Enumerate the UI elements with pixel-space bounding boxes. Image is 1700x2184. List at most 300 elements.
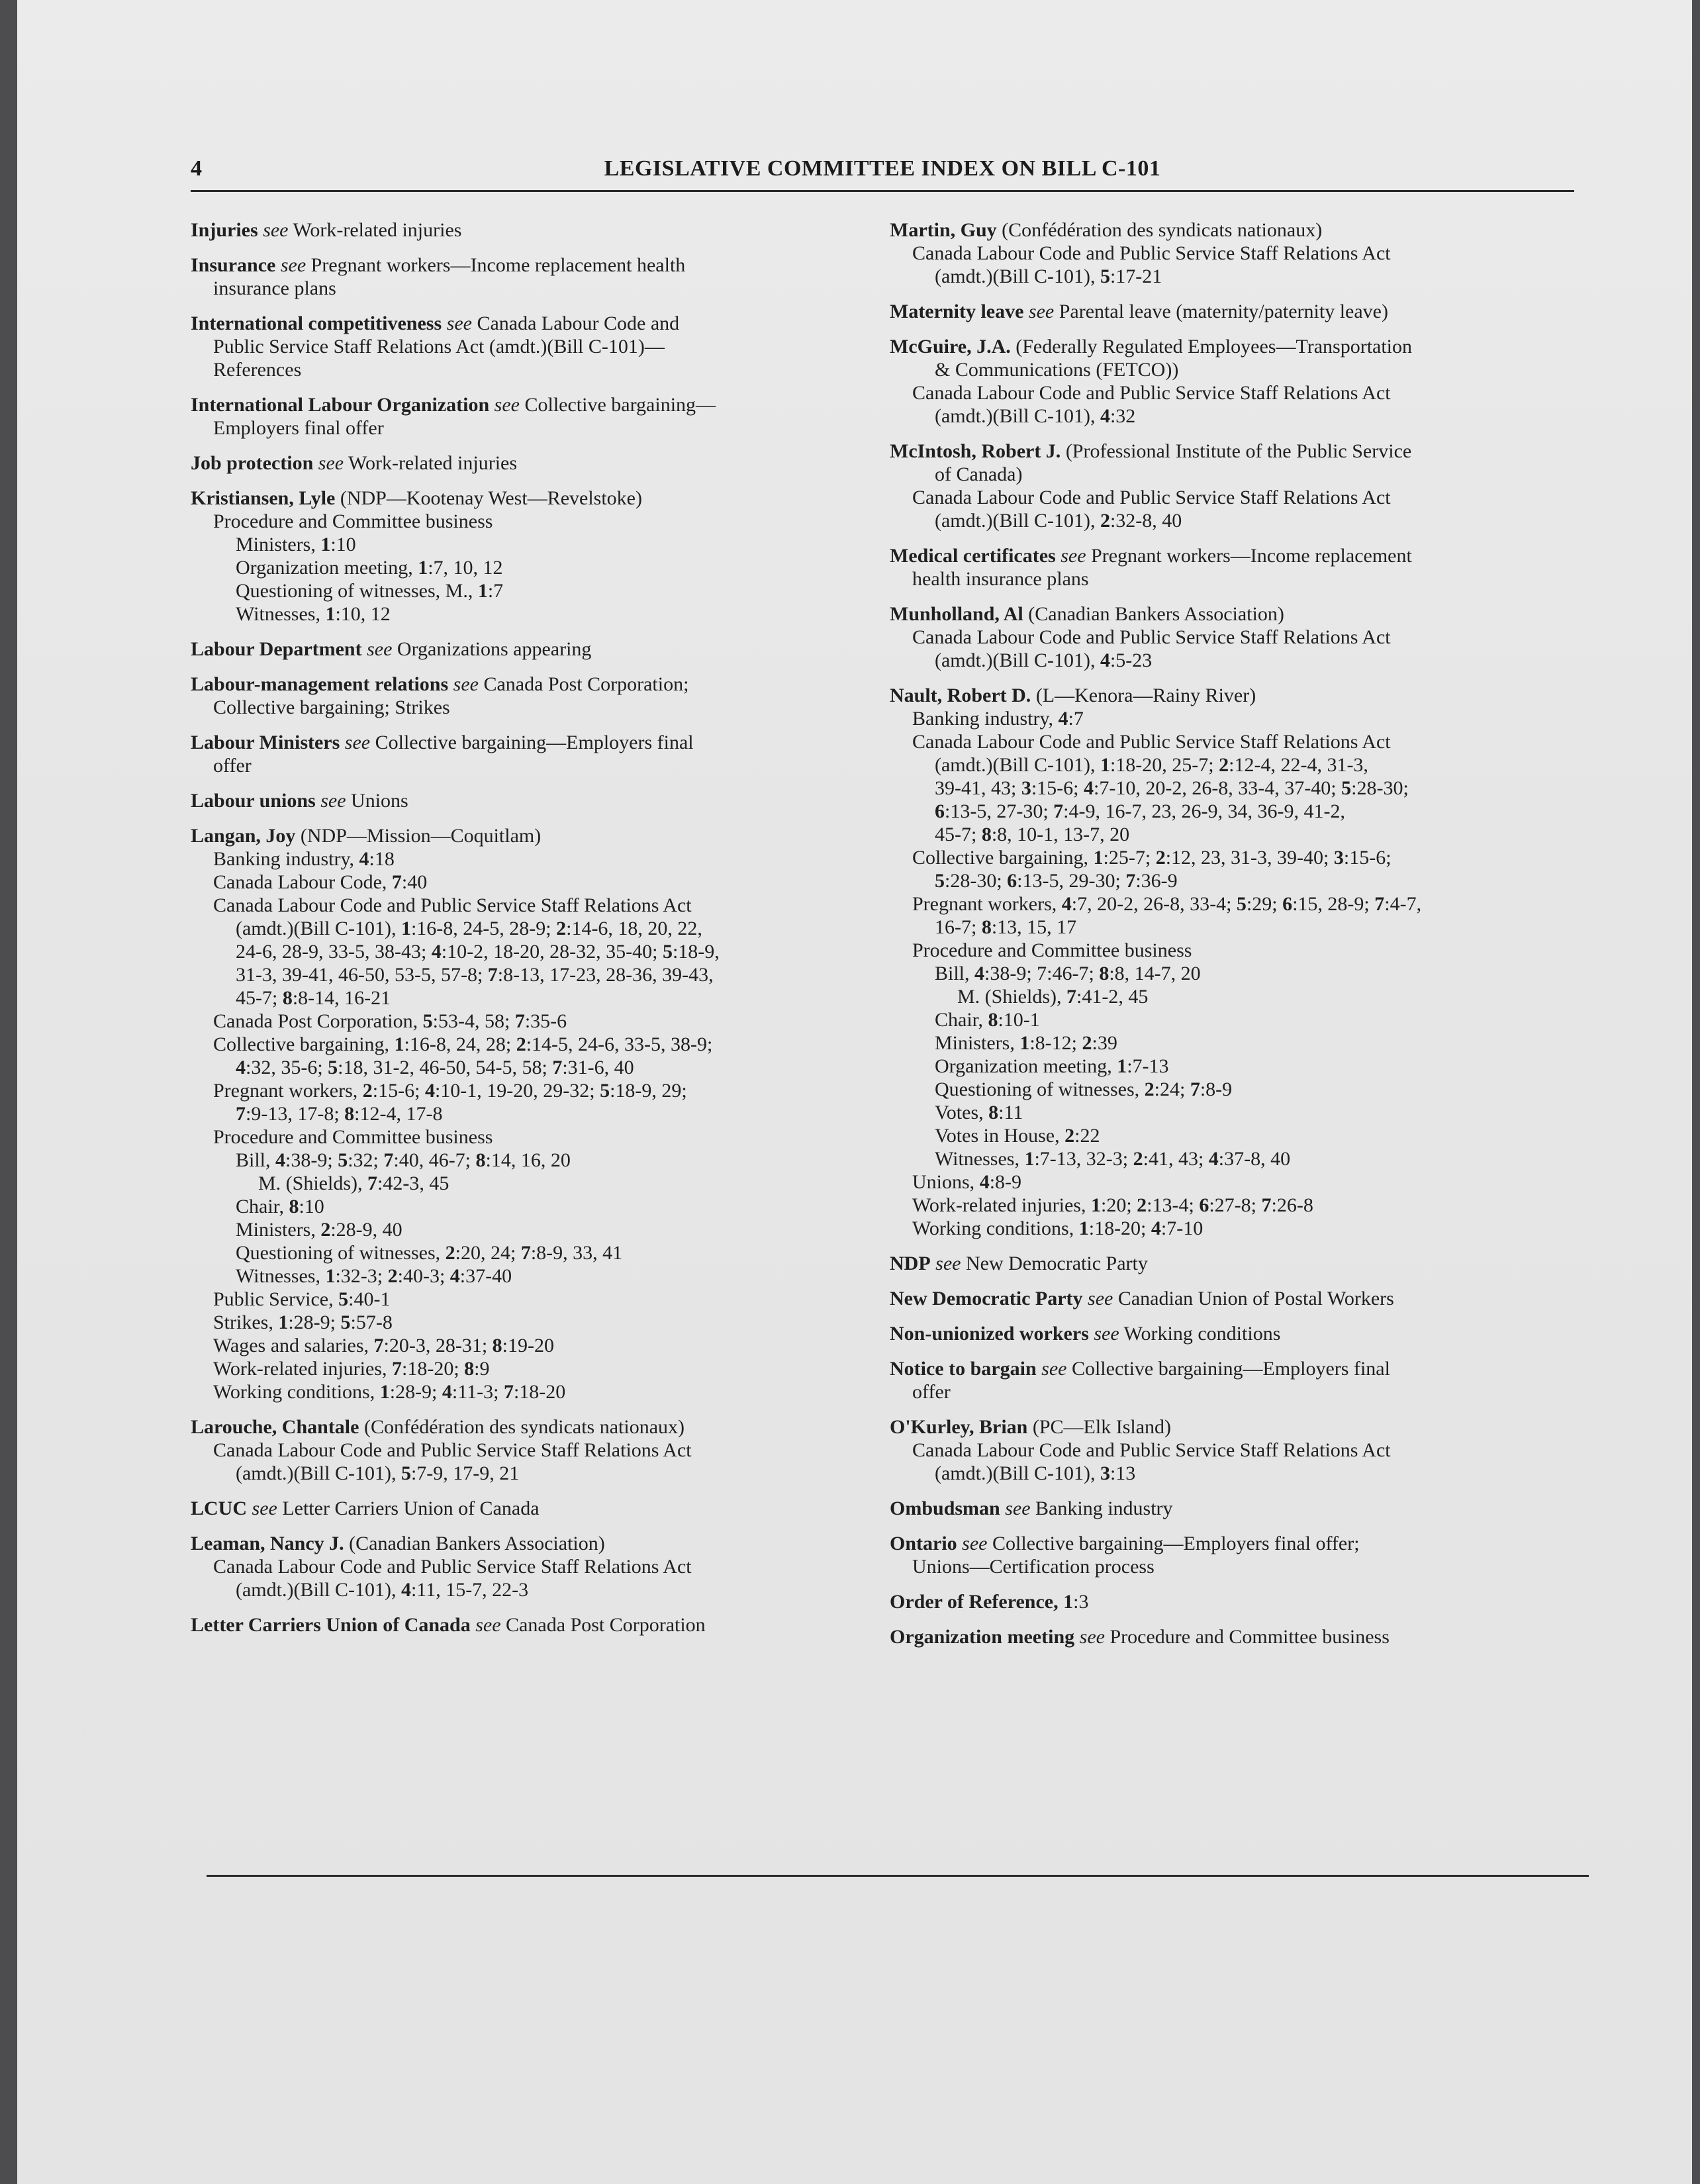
entry-text — [448, 673, 453, 695]
bold-term: Ontario — [890, 1533, 957, 1554]
entry-text: Collective bargaining—Employers final offer; — [987, 1533, 1360, 1554]
bold-term: 4 — [236, 1057, 246, 1078]
bold-term: 4 — [401, 1579, 411, 1601]
bold-term: 8 — [282, 987, 293, 1009]
entry-text: :18, 31-2, 46-50, 54-5, 58; — [338, 1057, 553, 1078]
bold-term: Ombudsman — [890, 1497, 1000, 1519]
entry-text: Unions, — [912, 1171, 980, 1193]
entry-heading-line — [191, 1497, 853, 1520]
bold-term: 7 — [1374, 893, 1385, 915]
entry-subline — [890, 1462, 1585, 1485]
bold-term: 2 — [516, 1033, 526, 1055]
bold-term: Labour-management relations — [191, 673, 449, 695]
entry-subline — [890, 381, 1585, 404]
index-entry — [890, 440, 1585, 532]
entry-text: (amdt.)(Bill C-101), — [935, 649, 1100, 671]
entry-subline — [191, 1264, 853, 1288]
bold-term: 8 — [988, 1009, 998, 1031]
entry-text: 16-7; — [935, 916, 982, 938]
see-reference: see — [320, 790, 346, 812]
entry-text: (NDP—Kootenay West—Revelstoke) — [335, 487, 642, 509]
entry-text: :7-10 — [1160, 1217, 1204, 1239]
entry-text: :18-9, 29; — [610, 1080, 687, 1102]
entry-text: :40, 46-7; — [393, 1149, 476, 1171]
entry-heading-line — [191, 451, 853, 475]
entry-heading-line — [191, 254, 853, 277]
entry-heading-line — [890, 1252, 1585, 1275]
entry-text: Collective bargaining; Strikes — [213, 696, 450, 718]
index-entry — [191, 1613, 853, 1637]
entry-text: :16-8, 24-5, 28-9; — [410, 918, 557, 939]
entry-text: :18-20, 25-7; — [1110, 754, 1219, 776]
entry-text: Collective bargaining— — [519, 394, 716, 416]
entry-subline — [890, 846, 1585, 869]
entry-text: (NDP—Mission—Coquitlam) — [295, 825, 542, 847]
entry-text: :41, 43; — [1143, 1148, 1209, 1170]
bold-term: 7 — [514, 1010, 525, 1032]
entry-subline — [890, 265, 1585, 288]
entry-text — [442, 312, 447, 334]
entry-text: New Democratic Party — [961, 1253, 1148, 1274]
entry-heading-line — [191, 731, 853, 754]
entry-subline — [890, 1217, 1585, 1240]
index-entry — [191, 789, 853, 812]
entry-text: Collective bargaining—Employers final — [370, 732, 694, 753]
entry-subline — [890, 777, 1585, 800]
index-column-left — [191, 218, 853, 1648]
index-entry — [191, 312, 853, 381]
entry-text: :16-8, 24, 28; — [404, 1033, 516, 1055]
index-entry — [191, 1497, 853, 1520]
bold-term: 1 — [1019, 1032, 1030, 1054]
entry-subline — [191, 1079, 853, 1102]
index-entry — [890, 1415, 1585, 1485]
entry-subline — [890, 1194, 1585, 1217]
entry-subline — [191, 696, 853, 719]
entry-heading-line — [890, 1625, 1585, 1648]
entry-text: of Canada) — [935, 463, 1023, 485]
bold-term: 2 — [362, 1080, 373, 1102]
entry-text: :3 — [1073, 1591, 1089, 1613]
bold-term: 5 — [422, 1010, 433, 1032]
entry-text: Letter Carriers Union of Canada — [277, 1497, 540, 1519]
entry-heading-line — [191, 789, 853, 812]
entry-text: :10-1 — [998, 1009, 1040, 1031]
entry-text: Banking industry — [1030, 1497, 1173, 1519]
entry-subline — [191, 1149, 853, 1172]
entry-text: :5-23 — [1110, 649, 1153, 671]
entry-subline — [191, 963, 853, 986]
entry-text: :29; — [1246, 893, 1283, 915]
entry-text: :40 — [401, 871, 428, 893]
entry-heading-line — [890, 335, 1585, 358]
index-column-right — [890, 218, 1585, 1660]
bold-term: International competitiveness — [191, 312, 442, 334]
entry-subline — [890, 567, 1585, 591]
bold-term: Job protection — [191, 452, 314, 474]
entry-subline — [890, 509, 1585, 532]
bold-term: 8 — [981, 916, 992, 938]
bold-term: 4 — [1100, 649, 1110, 671]
entry-text: :9 — [474, 1358, 490, 1380]
entry-text: :25-7; — [1103, 847, 1156, 869]
entry-text: :18-9, — [672, 941, 720, 963]
entry-text: (Confédération des syndicats nationaux) — [359, 1416, 685, 1438]
entry-text: Pregnant workers, — [912, 893, 1062, 915]
entry-subline — [890, 404, 1585, 428]
bold-term: Medical certificates — [890, 545, 1056, 567]
entry-text: Ministers, — [935, 1032, 1020, 1054]
entry-text: :7 — [1068, 708, 1084, 730]
entry-subline — [890, 463, 1585, 486]
entry-text: Work-related injuries — [288, 219, 462, 241]
entry-heading-line — [890, 1497, 1585, 1520]
entry-heading-line — [191, 824, 853, 847]
bold-term: 2 — [445, 1242, 455, 1264]
see-reference: see — [1061, 545, 1086, 567]
entry-text: Unions—Certification process — [912, 1556, 1155, 1578]
bold-term: 5 — [1100, 265, 1110, 287]
entry-subline — [890, 626, 1585, 649]
see-reference: see — [280, 254, 307, 276]
entry-text: :28-30; — [945, 870, 1008, 892]
entry-text: :22 — [1074, 1125, 1100, 1147]
entry-text: :31-6, 40 — [562, 1057, 634, 1078]
entry-text: :37-8, 40 — [1218, 1148, 1291, 1170]
entry-text: Organization meeting, — [935, 1055, 1117, 1077]
entry-text: (Canadian Bankers Association) — [1023, 603, 1284, 625]
entry-text: offer — [912, 1381, 951, 1403]
bold-term: 5 — [1236, 893, 1247, 915]
entry-text: Votes in House, — [935, 1125, 1065, 1147]
entry-text: Work-related injuries, — [213, 1358, 392, 1380]
bold-term: 5 — [600, 1080, 610, 1102]
bold-term: 5 — [1341, 777, 1352, 799]
entry-subline — [890, 916, 1585, 939]
entry-text: :32, 35-6; — [246, 1057, 328, 1078]
bold-term: 7 — [383, 1149, 394, 1171]
entry-subline — [890, 869, 1585, 892]
bold-term: 2 — [1219, 754, 1229, 776]
index-entry — [890, 218, 1585, 288]
bold-term: 6 — [1282, 893, 1293, 915]
entry-subline — [191, 894, 853, 917]
entry-text: :10 — [299, 1196, 324, 1217]
entry-text: Public Service, — [213, 1288, 339, 1310]
entry-heading-line — [191, 1613, 853, 1637]
index-entry — [191, 451, 853, 475]
entry-text: (amdt.)(Bill C-101), — [935, 510, 1100, 532]
bold-term: 7 — [236, 1103, 246, 1125]
bold-term: 5 — [328, 1057, 338, 1078]
bold-term: Leaman, Nancy J. — [191, 1533, 344, 1554]
see-reference: see — [453, 673, 479, 695]
entry-text: :32-3; — [335, 1265, 388, 1287]
entry-text: :8-12; — [1029, 1032, 1082, 1054]
bold-term: 1 — [325, 603, 336, 625]
page-header — [191, 156, 1574, 191]
entry-text — [362, 638, 367, 660]
entry-text: :28-9; — [389, 1381, 442, 1403]
see-reference: see — [263, 219, 289, 241]
bold-term: 4 — [974, 963, 985, 984]
entry-text: Procedure and Committee business — [912, 939, 1192, 961]
entry-text: Canada Labour Code and Public Service Staff Relations Act — [912, 382, 1391, 404]
bold-term: Organization meeting — [890, 1626, 1075, 1648]
entry-heading-line — [890, 544, 1585, 567]
index-entry — [890, 1252, 1585, 1275]
bold-term: 4 — [1058, 708, 1068, 730]
index-entry — [191, 1415, 853, 1485]
entry-subline — [890, 962, 1585, 985]
entry-text: :32-8, 40 — [1110, 510, 1182, 532]
page-number: 4 — [191, 156, 202, 181]
entry-text: Parental leave (maternity/paternity leave) — [1054, 301, 1388, 322]
index-entry — [191, 393, 853, 440]
entry-subline — [191, 1218, 853, 1241]
entry-text: (Confédération des syndicats nationaux) — [996, 219, 1323, 241]
entry-text: :24; — [1154, 1078, 1190, 1100]
entry-text: :10, 12 — [335, 603, 391, 625]
index-entry — [890, 335, 1585, 428]
entry-text: :11 — [998, 1102, 1023, 1123]
entry-text: Pregnant workers, — [213, 1080, 363, 1102]
entry-subline — [890, 1170, 1585, 1194]
entry-text: :26-8 — [1271, 1194, 1313, 1216]
entry-text: :10-1, 19-20, 29-32; — [434, 1080, 600, 1102]
bold-term: 7 — [1125, 870, 1136, 892]
bold-term: Maternity leave — [890, 301, 1024, 322]
bold-term: Langan, Joy — [191, 825, 296, 847]
entry-text: Unions — [346, 790, 408, 812]
bold-term: 2 — [1137, 1194, 1147, 1216]
see-reference: see — [318, 452, 344, 474]
bold-term: 2 — [556, 918, 567, 939]
entry-text: Ministers, — [236, 1219, 321, 1241]
entry-text: :37-40 — [459, 1265, 512, 1287]
entry-text — [247, 1497, 252, 1519]
entry-text: :39 — [1092, 1032, 1117, 1054]
entry-heading-line — [890, 1357, 1585, 1380]
entry-heading-line — [890, 300, 1585, 323]
entry-subline — [890, 707, 1585, 730]
entry-text: (amdt.)(Bill C-101), — [935, 405, 1100, 427]
entry-text: Canada Labour Code and Public Service Staff Relations Act — [213, 1556, 692, 1578]
index-entry — [890, 1532, 1585, 1578]
entry-text: :32 — [1110, 405, 1136, 427]
bold-term: 8 — [289, 1196, 299, 1217]
bold-term: 4 — [442, 1381, 452, 1403]
bold-term: 7 — [503, 1381, 514, 1403]
bold-term: 1 — [325, 1265, 336, 1287]
entry-text: :7-9, 17-9, 21 — [410, 1462, 520, 1484]
entry-heading-line — [191, 673, 853, 696]
bold-term: 4 — [979, 1171, 990, 1193]
entry-text: Pregnant workers—Income replacement health — [306, 254, 686, 276]
bold-term: 5 — [340, 1311, 351, 1333]
bold-term: 7 — [391, 871, 402, 893]
entry-subline — [890, 1380, 1585, 1403]
bold-term: 7 — [392, 1358, 402, 1380]
entry-text — [1074, 1626, 1080, 1648]
entry-text: Canada Post Corporation; — [478, 673, 689, 695]
index-entry — [191, 254, 853, 300]
bold-term: NDP — [890, 1253, 931, 1274]
entry-subline — [191, 1125, 853, 1149]
index-entry — [890, 1590, 1585, 1613]
bold-term: 7 — [1261, 1194, 1272, 1216]
entry-text: health insurance plans — [912, 568, 1089, 590]
bold-term: 2 — [320, 1219, 331, 1241]
index-entry — [890, 1625, 1585, 1648]
entry-text: :14, 16, 20 — [485, 1149, 571, 1171]
entry-text: Questioning of witnesses, M., — [236, 580, 478, 602]
bold-term: 4 — [431, 941, 442, 963]
entry-text: (amdt.)(Bill C-101), — [935, 1462, 1100, 1484]
entry-subline — [191, 940, 853, 963]
entry-text: Canada Labour Code and Public Service Staff Relations Act — [912, 626, 1391, 648]
entry-text: 45-7; — [935, 824, 982, 845]
entry-subline — [890, 358, 1585, 381]
entry-text: :8-13, 17-23, 28-36, 39-43, — [497, 964, 714, 986]
entry-subline — [191, 1578, 853, 1601]
see-reference: see — [962, 1533, 988, 1554]
entry-text: Working conditions — [1119, 1323, 1281, 1345]
entry-text: Canadian Union of Postal Workers — [1113, 1288, 1394, 1309]
entry-text: :14-5, 24-6, 33-5, 38-9; — [526, 1033, 713, 1055]
entry-text: Canada Labour Code and Public Service Staff Relations Act — [213, 1439, 692, 1461]
entry-heading-line — [191, 1532, 853, 1555]
entry-text: M. (Shields), — [258, 1172, 367, 1194]
index-page — [17, 0, 1692, 2184]
bold-term: Labour Department — [191, 638, 362, 660]
bold-term: 2 — [1155, 847, 1166, 869]
bold-term: 1 — [1100, 754, 1110, 776]
bold-term: Nault, Robert D. — [890, 685, 1031, 706]
see-reference: see — [344, 732, 371, 753]
entry-text — [275, 254, 281, 276]
entry-text: :13-5, 27-30; — [945, 800, 1054, 822]
entry-subline — [890, 892, 1585, 916]
entry-text: offer — [213, 755, 252, 777]
entry-text: Canada Labour Code and Public Service Staff Relations Act — [912, 487, 1391, 508]
entry-text: :7-13, 32-3; — [1034, 1148, 1133, 1170]
entry-subline — [890, 1078, 1585, 1101]
bold-term: 8 — [492, 1335, 502, 1356]
see-reference: see — [494, 394, 520, 416]
entry-heading-line — [890, 1590, 1585, 1613]
entry-subline — [191, 1056, 853, 1079]
bold-term: Kristiansen, Lyle — [191, 487, 336, 509]
entry-text: 31-3, 39-41, 46-50, 53-5, 57-8; — [236, 964, 488, 986]
entry-subline — [191, 579, 853, 602]
entry-heading-line — [890, 440, 1585, 463]
entry-text: Questioning of witnesses, — [236, 1242, 446, 1264]
entry-text: (amdt.)(Bill C-101), — [236, 1462, 401, 1484]
entry-subline — [890, 1031, 1585, 1055]
entry-text: :13-4; — [1147, 1194, 1200, 1216]
bold-term: Order of Reference, 1 — [890, 1591, 1074, 1613]
entry-subline — [890, 1147, 1585, 1170]
bold-term: Munholland, Al — [890, 603, 1023, 625]
entry-subline — [191, 1288, 853, 1311]
entry-text: :12-4, 17-8 — [354, 1103, 443, 1125]
running-title: LEGISLATIVE COMMITTEE INDEX ON BILL C-101 — [604, 156, 1161, 181]
entry-heading-line — [191, 1415, 853, 1439]
bold-term: 4 — [1151, 1217, 1161, 1239]
footer-rule — [207, 1875, 1589, 1877]
entry-subline — [191, 1102, 853, 1125]
entry-text: Working conditions, — [912, 1217, 1079, 1239]
entry-text: Canada Labour Code, — [213, 871, 392, 893]
entry-text: Collective bargaining—Employers final — [1066, 1358, 1390, 1380]
bold-term: 7 — [1053, 800, 1064, 822]
entry-subline — [191, 335, 853, 358]
index-entry — [890, 1322, 1585, 1345]
entry-text: :14-6, 18, 20, 22, — [566, 918, 702, 939]
bold-term: 8 — [1099, 963, 1110, 984]
entry-subline — [890, 985, 1585, 1008]
entry-text: Wages and salaries, — [213, 1335, 374, 1356]
bold-term: 7 — [1066, 986, 1076, 1008]
bold-term: 5 — [338, 1288, 349, 1310]
entry-text: Witnesses, — [236, 603, 326, 625]
bold-term: 1 — [401, 918, 411, 939]
entry-subline — [890, 1055, 1585, 1078]
see-reference: see — [1094, 1323, 1119, 1345]
bold-term: 5 — [401, 1462, 411, 1484]
bold-term: McIntosh, Robert J. — [890, 440, 1061, 462]
entry-text: (PC—Elk Island) — [1027, 1416, 1172, 1438]
entry-text: Strikes, — [213, 1311, 279, 1333]
bold-term: International Labour Organization — [191, 394, 490, 416]
entry-text: Canada Post Corporation — [500, 1614, 706, 1636]
entry-subline — [890, 1101, 1585, 1124]
bold-term: 1 — [418, 557, 428, 579]
entry-subline — [191, 1555, 853, 1578]
bold-term: 7 — [1190, 1078, 1200, 1100]
entry-subline — [191, 1241, 853, 1264]
see-reference: see — [475, 1614, 501, 1636]
entry-subline — [890, 939, 1585, 962]
bold-term: LCUC — [191, 1497, 248, 1519]
bold-term: 4 — [1100, 405, 1110, 427]
bold-term: 6 — [935, 800, 945, 822]
entry-text: :7, 10, 12 — [428, 557, 503, 579]
entry-text: :28-9, 40 — [330, 1219, 402, 1241]
entry-subline — [191, 277, 853, 300]
index-entry — [191, 487, 853, 626]
entry-subline — [890, 823, 1585, 846]
entry-text: :8-9, 33, 41 — [530, 1242, 623, 1264]
entry-text: :7-13 — [1127, 1055, 1169, 1077]
entry-text: :18-20 — [513, 1381, 566, 1403]
bold-term: 4 — [1084, 777, 1094, 799]
entry-heading-line — [191, 218, 853, 242]
entry-text: :8-9 — [989, 1171, 1022, 1193]
entry-text: Bill, — [236, 1149, 276, 1171]
bold-term: 2 — [1064, 1125, 1075, 1147]
entry-text: Witnesses, — [935, 1148, 1025, 1170]
bold-term: 4 — [1208, 1148, 1219, 1170]
index-entry — [191, 1532, 853, 1601]
entry-subline — [191, 1462, 853, 1485]
bold-term: 4 — [449, 1265, 460, 1287]
entry-text: :53-4, 58; — [432, 1010, 515, 1032]
entry-subline — [890, 486, 1585, 509]
entry-text: :4-9, 16-7, 23, 26-9, 34, 36-9, 41-2, — [1063, 800, 1345, 822]
bold-term: 4 — [424, 1080, 435, 1102]
